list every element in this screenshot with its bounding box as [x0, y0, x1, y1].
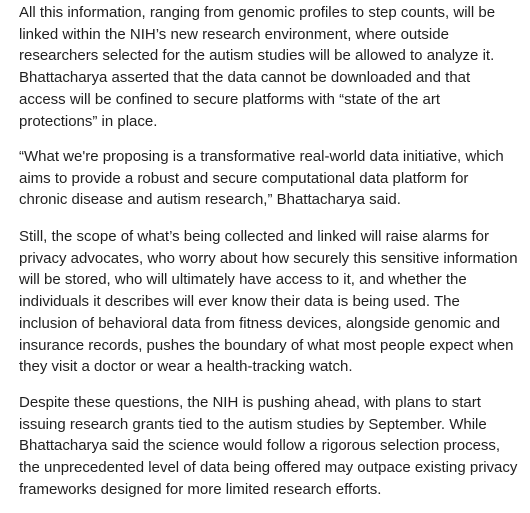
- article-paragraph-quote: “What we're proposing is a transformative real-world data initiative, which aims to provide a robust and secure computational data platform for chronic disease and autism research,” Bhattacharya said.: [19, 148, 504, 209]
- article-paragraph: Despite these questions, the NIH is pushing ahead, with plans to start issuing research grants tied to the autism studies by September. While Bhattacharya said the science would follow a rigorous selection process, the unprecedented level of data being offered may outpace existing privacy frameworks designed for more limited research efforts.: [19, 394, 518, 498]
- article-paragraph: Still, the scope of what’s being collected and linked will raise alarms for privacy advocates, who worry about how securely this sensitive information will be stored, who will ultimately have access to it, and whether the individuals it describes will ever know their data is being used. The inclusion of behavioral data from fitness devices, alongside genomic and insurance records, pushes the boundary of what most people expect when they visit a doctor or wear a health-tracking watch.: [19, 228, 518, 376]
- article-paragraph: All this information, ranging from genomic profiles to step counts, will be linked within the NIH’s new research environment, where outside researchers selected for the autism studies will be allowed to analyze it. Bhattacharya asserted that the data cannot be downloaded and that access will be confined to secure platforms with “state of the art protections” in place.: [19, 4, 496, 130]
